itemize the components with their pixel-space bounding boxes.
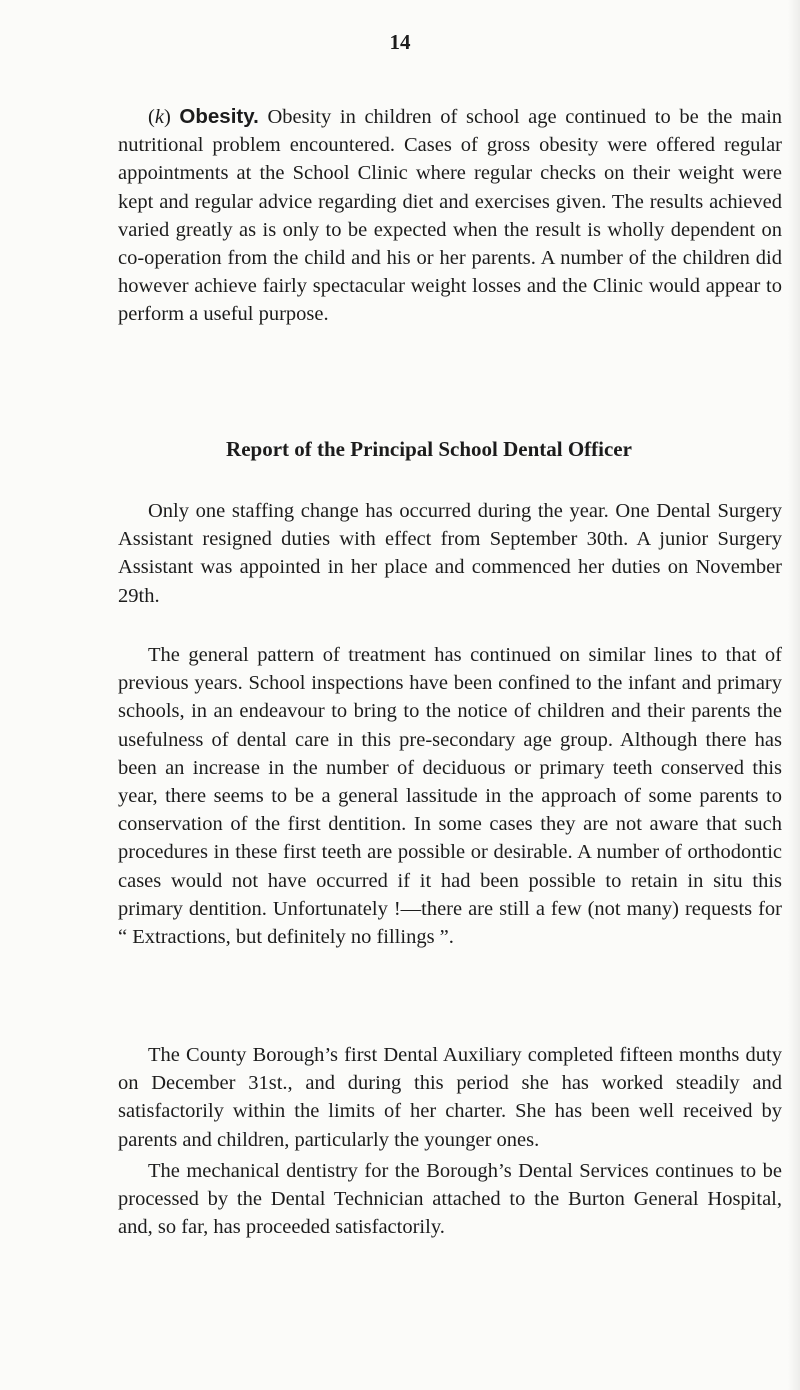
item-marker-open: ( xyxy=(148,106,155,128)
page-number: 14 xyxy=(389,30,411,54)
item-marker-close: ) xyxy=(163,106,171,128)
dental-auxiliary-paragraph-text: The County Borough’s first Dental Auxiliary completed fifteen months duty on December 31st., and during this period she has worked steadily and satisfactorily within the limits of her charter. She has been well received by parents and children, particularly the younger ones. xyxy=(118,1044,782,1151)
staffing-paragraph xyxy=(118,497,782,610)
mechanical-dentistry-paragraph xyxy=(118,1157,782,1242)
treatment-pattern-paragraph-text: The general pattern of treatment has continued on similar lines to that of previous years. School inspections have been confined to the infant and primary schools, in an endeavour to bring to the notice of children and their parents the usefulness of dental care in this pre-secondary age group. Although there has been an increase in the number of deciduous or primary teeth conserved this year, there seems to be a general lassitude in the approach of some parents to conservation of the first dentition. In some cases they are not aware that such procedures in these first teeth are possible or desirable. A number of orthodontic cases would not have occurred if it had been possible to retain in situ this primary dentition. Unfortunately !—there are still a few (not many) requests for “ Extractions, but definitely no fillings ”. xyxy=(118,644,782,949)
section-heading: Report of the Principal School Dental Officer xyxy=(226,437,632,461)
treatment-pattern-paragraph xyxy=(118,641,782,951)
page-edge-shadow xyxy=(788,0,800,1390)
obesity-paragraph-text xyxy=(118,103,782,329)
obesity-title: Obesity. xyxy=(179,105,259,128)
item-marker xyxy=(148,106,171,128)
obesity-paragraph xyxy=(118,103,782,329)
dental-auxiliary-paragraph xyxy=(118,1041,782,1154)
mechanical-dentistry-paragraph-text: The mechanical dentistry for the Borough’s Dental Services continues to be processed by the Dental Technician attached to the Burton General Hospital, and, so far, has proceeded satisfactorily. xyxy=(118,1160,782,1239)
obesity-text: Obesity in children of school age continued to be the main nutritional problem encountered. Cases of gross obesity were offered regular appointments at the School Clinic where regular checks on their weight were kept and regular advice regarding diet and exercises given. The results achieved varied greatly as is only to be expected when the result is wholly dependent on co-operation from the child and his or her parents. A number of the children did however achieve fairly spectacular weight losses and the Clinic would appear to perform a useful purpose. xyxy=(118,106,783,326)
item-marker-letter: k xyxy=(154,106,164,128)
staffing-paragraph-text: Only one staffing change has occurred during the year. One Dental Surgery Assistant resigned duties with effect from September 30th. A junior Surgery Assistant was appointed in her place and commenced her duties on November 29th. xyxy=(118,500,782,607)
